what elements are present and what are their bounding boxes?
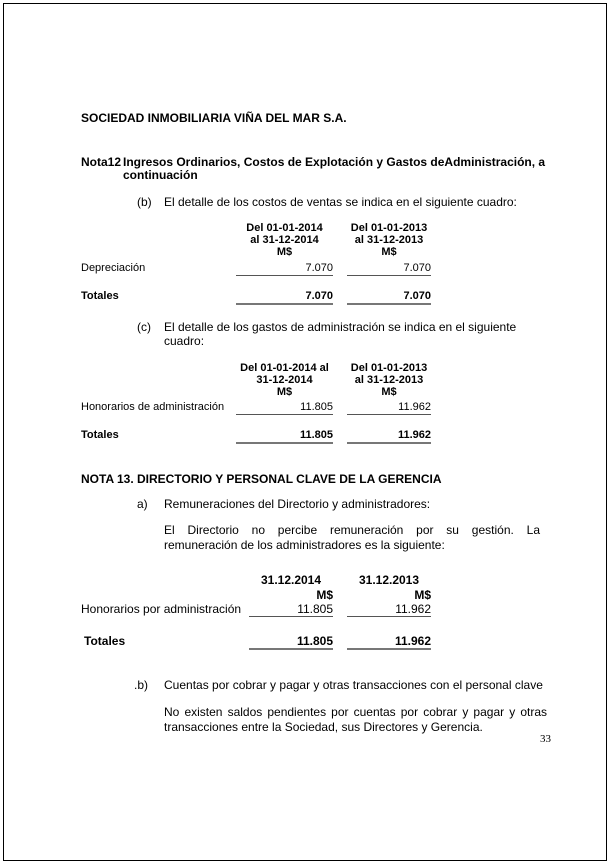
table-13a-row-rule1 bbox=[249, 616, 333, 617]
note12-title-line2: continuación bbox=[123, 168, 198, 182]
table-13a-col2-header: 31.12.2013 bbox=[358, 573, 420, 587]
table-13a-col2-unit: M$ bbox=[414, 588, 431, 602]
section-c-text-line2: cuadro: bbox=[164, 334, 205, 348]
table-b-total-rule2 bbox=[347, 303, 431, 305]
section-c-marker: (c) bbox=[137, 320, 151, 334]
note13-b-text: Cuentas por cobrar y pagar y otras transacciones con el personal clave bbox=[164, 678, 543, 692]
note13-a-marker: a) bbox=[137, 497, 148, 511]
note13-b-marker: .b) bbox=[134, 678, 149, 692]
table-c-total-label: Totales bbox=[81, 429, 119, 441]
table-c-row-label: Honorarios de administración bbox=[81, 401, 225, 413]
section-b-text: El detalle de los costos de ventas se indica en el siguiente cuadro: bbox=[164, 195, 517, 209]
note12-title-line1: Ingresos Ordinarios, Costos de Explotación y Gastos deAdministración, a bbox=[123, 155, 546, 169]
table-b-total-label: Totales bbox=[81, 290, 119, 302]
table-b-total-val1: 7.070 bbox=[305, 290, 333, 302]
table-13a-col1-unit: M$ bbox=[316, 588, 333, 602]
table-b-col1-header: Del 01-01-2014 al 31-12-2014 M$ bbox=[246, 222, 323, 258]
table-b-row-rule2 bbox=[347, 275, 431, 276]
section-b-marker: (b) bbox=[137, 195, 152, 209]
table-c-col2-header: Del 01-01-2013 al 31-12-2013 M$ bbox=[350, 362, 428, 398]
table-c-row-rule1 bbox=[236, 414, 333, 415]
table-b-total-val2: 7.070 bbox=[403, 290, 431, 302]
table-c-total-rule1 bbox=[236, 442, 333, 444]
note13-a-paragraph: El Directorio no percibe remuneración por su gestión. La remuneración de los administradores es la siguiente: bbox=[164, 523, 540, 552]
note13-b-paragraph: No existen saldos pendientes por cuentas por cobrar y pagar y otras transacciones entre la Sociedad, sus Directores y Gerencia. bbox=[164, 705, 547, 734]
section-c-text-line1: El detalle de los gastos de administración se indica en el siguiente bbox=[164, 320, 517, 334]
note12-label: Nota12 bbox=[81, 155, 122, 169]
table-13a-row-val2: 11.962 bbox=[395, 602, 431, 616]
table-13a-col1-header: 31.12.2014 bbox=[260, 573, 322, 587]
table-c-total-val2: 11.962 bbox=[397, 429, 431, 441]
table-13a-total-rule1 bbox=[249, 648, 333, 650]
table-c-row-val1: 11.805 bbox=[300, 401, 333, 413]
table-c-col1-header: Del 01-01-2014 al 31-12-2014 M$ bbox=[240, 362, 329, 398]
company-name: SOCIEDAD INMOBILIARIA VIÑA DEL MAR S.A. bbox=[81, 111, 347, 125]
table-b-row-val1: 7.070 bbox=[305, 262, 333, 274]
table-c-row-rule2 bbox=[347, 414, 431, 415]
table-13a-total-val2: 11.962 bbox=[394, 634, 431, 648]
table-c-total-rule2 bbox=[347, 442, 431, 444]
table-b-col2-header: Del 01-01-2013 al 31-12-2013 M$ bbox=[350, 222, 428, 258]
note13-title: NOTA 13. DIRECTORIO Y PERSONAL CLAVE DE LA GERENCIA bbox=[81, 472, 442, 486]
table-b-row-rule1 bbox=[236, 275, 333, 276]
table-13a-total-rule2 bbox=[347, 648, 431, 650]
table-b-row-val2: 7.070 bbox=[403, 262, 431, 274]
table-13a-row-val1: 11.805 bbox=[297, 602, 333, 616]
table-13a-total-label: Totales bbox=[84, 634, 126, 648]
table-c-row-val2: 11.962 bbox=[398, 401, 431, 413]
table-13a-total-val1: 11.805 bbox=[296, 634, 333, 648]
table-b-row-label: Depreciación bbox=[81, 262, 146, 274]
page-number: 33 bbox=[540, 733, 551, 745]
table-c-total-val1: 11.805 bbox=[299, 429, 333, 441]
table-b-total-rule1 bbox=[236, 303, 333, 305]
note13-a-text: Remuneraciones del Directorio y administradores: bbox=[164, 497, 431, 511]
table-13a-row-rule2 bbox=[347, 616, 431, 617]
table-13a-row-label: Honorarios por administración bbox=[81, 602, 242, 616]
